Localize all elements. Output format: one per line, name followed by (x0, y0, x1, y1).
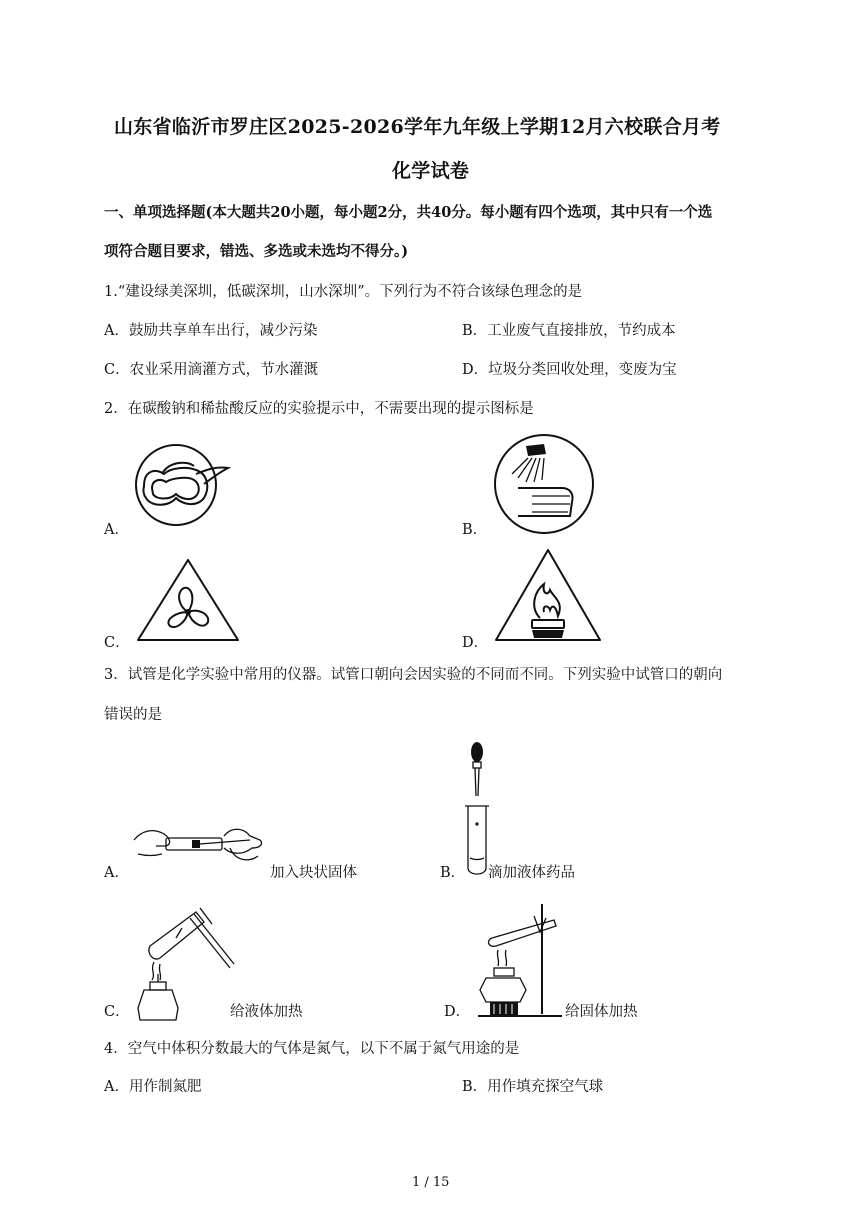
question-1-stem: 1.“建设绿美深圳，低碳深圳，山水深圳”。下列行为不符合该绿色理念的是 (104, 284, 583, 300)
question-1-option-a: A．鼓励共享单车出行，减少污染 (104, 323, 318, 339)
question-3-caption-d: 给固体加热 (565, 1004, 638, 1020)
heat-solid-illustration (474, 898, 566, 1022)
question-3-label-c: C． (104, 1004, 130, 1020)
question-2-label-a: A． (104, 522, 129, 538)
question-4-option-b: B．用作填充探空气球 (462, 1079, 604, 1095)
question-2-stem: 2．在碳酸钠和稀盐酸反应的实验提示中，不需要出现的提示图标是 (104, 401, 534, 417)
goggles-icon (134, 440, 234, 530)
question-3-caption-c: 给液体加热 (230, 1004, 303, 1020)
question-4-option-a: A．用作制氮肥 (104, 1079, 202, 1095)
question-1-option-c: C．农业采用滴灌方式，节水灌溉 (104, 362, 319, 378)
question-3-label-b: B． (440, 865, 466, 881)
question-2-label-d: D． (462, 635, 489, 651)
question-3-stem: 3．试管是化学实验中常用的仪器。试管口朝向会因实验的不同而不同。下列实验中试管口的朝向 (104, 667, 723, 683)
flame-heating-icon (492, 546, 604, 644)
hand-wash-icon (492, 432, 596, 536)
dropper-tube-illustration (462, 740, 492, 880)
add-solid-illustration (132, 822, 272, 878)
section-heading-line2: 项符合题目要求，错选、多选或未选均不得分。) (104, 243, 409, 260)
page-title: 山东省临沂市罗庄区2025-2026学年九年级上学期12月六校联合月考 (114, 116, 721, 138)
question-3-stem-line2: 错误的是 (104, 707, 162, 723)
section-heading: 一、单项选择题(本大题共20小题，每小题2分，共40分。每小题有四个选项，其中只有一个选 (104, 204, 713, 221)
page-title-line2: 化学试卷 (392, 160, 470, 182)
question-3-caption-a: 加入块状固体 (270, 865, 357, 881)
question-1-option-d: D．垃圾分类回收处理，变废为宝 (462, 362, 677, 378)
exhaust-fan-icon (134, 556, 242, 644)
question-3-label-a: A． (104, 865, 129, 881)
question-2-label-c: C． (104, 635, 130, 651)
question-3-caption-b: 滴加液体药品 (488, 865, 575, 881)
heat-liquid-illustration (130, 904, 234, 1024)
page-number: 1 / 15 (412, 1175, 450, 1190)
question-3-label-d: D． (444, 1004, 471, 1020)
question-2-label-b: B． (462, 522, 488, 538)
question-1-option-b: B．工业废气直接排放，节约成本 (462, 323, 676, 339)
question-4-stem: 4．空气中体积分数最大的气体是氮气，以下不属于氮气用途的是 (104, 1041, 520, 1057)
